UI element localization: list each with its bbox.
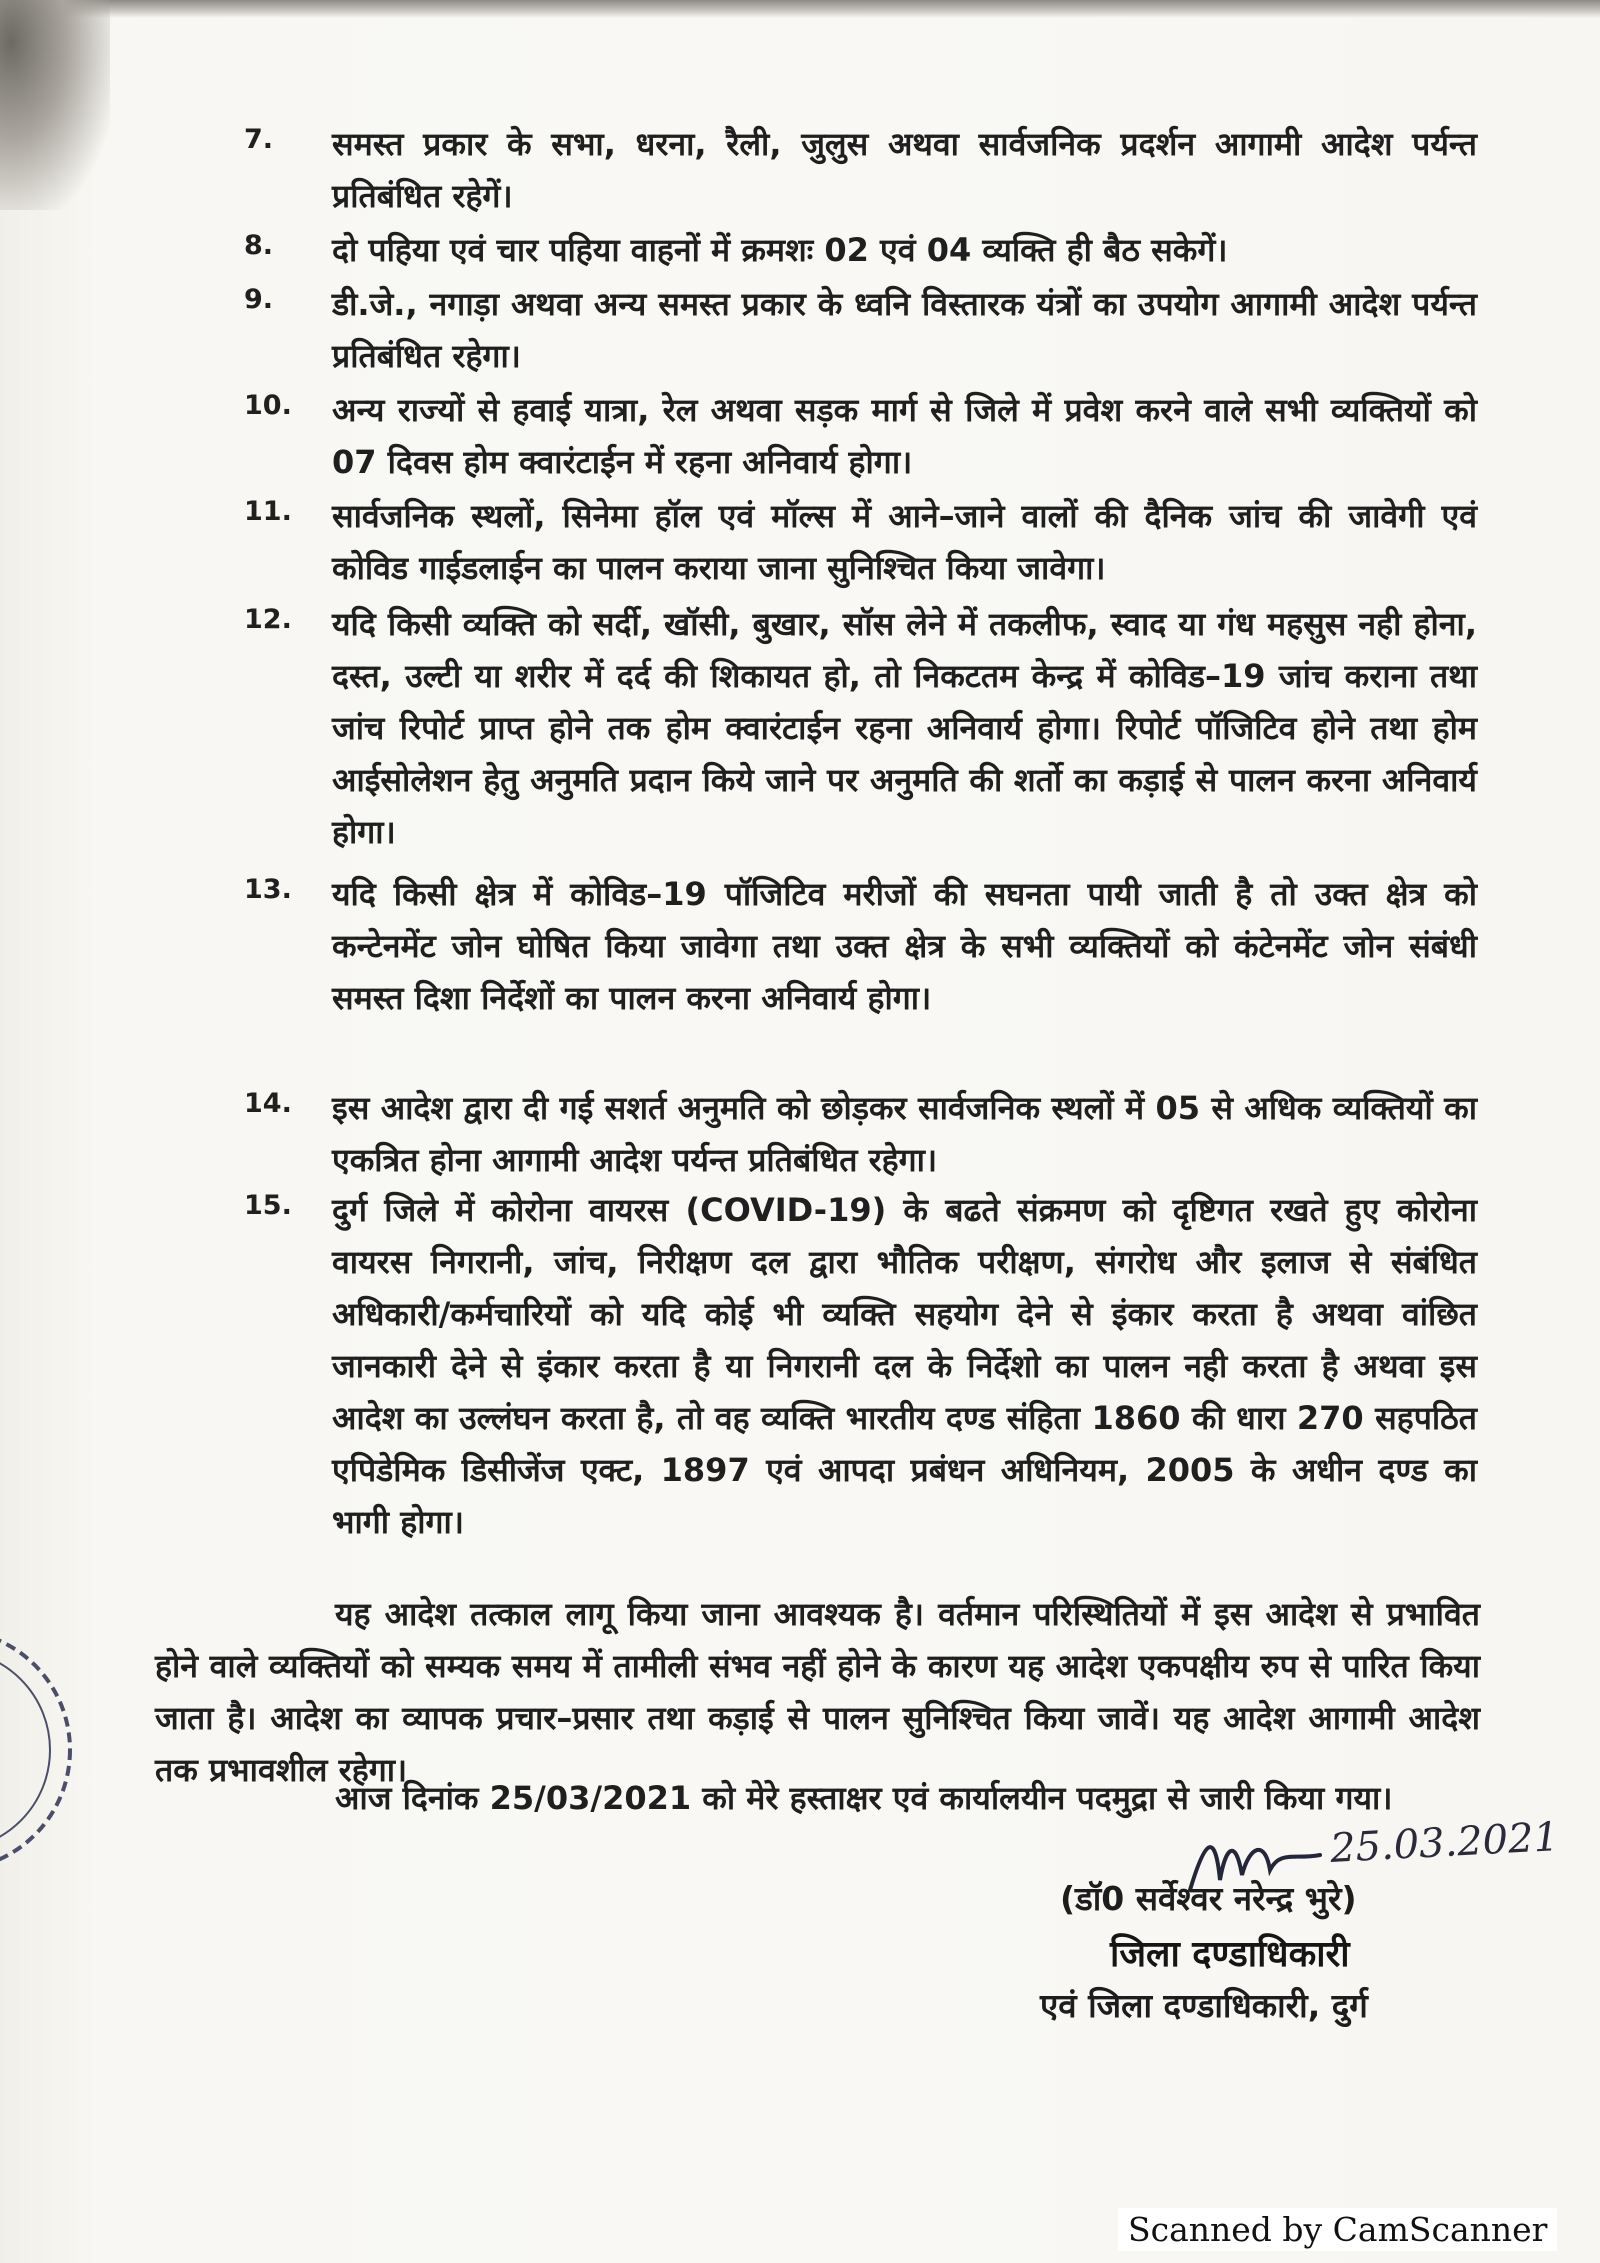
clause-number: 12. [244, 604, 292, 635]
scan-top-edge [0, 0, 1600, 18]
clause-number: 9. [244, 284, 274, 315]
closing-paragraph: यह आदेश तत्काल लागू किया जाना आवश्यक है। वर्तमान परिस्थितियों में इस आदेश से प्रभावित होने वाले व्यक्तियों को सम्यक समय में तामीली संभव नहीं होने के कारण यह आदेश एकपक्षीय रुप से पारित किया जाता है। आदेश का व्यापक प्रचार–प्रसार तथा कड़ाई से पालन सुनिश्चित किया जावें। यह आदेश आगामी आदेश तक प्रभावशील रहेगा। [155, 1595, 1481, 1789]
clause-number: 15. [244, 1190, 292, 1221]
clause-number: 11. [244, 496, 292, 527]
clause-text: अन्य राज्यों से हवाई यात्रा, रेल अथवा सड़क मार्ग से जिले में प्रवेश करने वाले सभी व्यक्तियों को 07 दिवस होम क्वारंटाईन में रहना अनिवार्य होगा। [332, 391, 1477, 481]
clause-text: समस्त प्रकार के सभा, धरना, रैली, जुलुस अथवा सार्वजनिक प्रदर्शन आगामी आदेश पर्यन्त प्रतिबंधित रहेगें। [332, 125, 1477, 215]
office-seal-stamp [0, 1600, 80, 1900]
scan-corner-shadow [0, 0, 110, 210]
clause-text: यदि किसी क्षेत्र में कोविड–19 पॉजिटिव मरीजों की सघनता पायी जाती है तो उक्त क्षेत्र को कन्टेनमेंट जोन घोषित किया जावेगा तथा उक्त क्षेत्र के सभी व्यक्तियों को कंटेनमेंट जोन संबंधी समस्त दिशा निर्देशों का पालन करना अनिवार्य होगा। [332, 875, 1477, 1017]
clause-number: 8. [244, 230, 274, 261]
clause-number: 14. [244, 1088, 292, 1119]
clause-text: यदि किसी व्यक्ति को सर्दी, खॉसी, बुखार, सॉस लेने में तकलीफ, स्वाद या गंध महसुस नही होना, दस्त, उल्टी या शरीर में दर्द की शिकायत हो, तो निकटतम केन्द्र में कोविड–19 जांच कराना तथा जांच रिपोर्ट प्राप्त होने तक होम क्वारंटाईन रहना अनिवार्य होगा। रिपोर्ट पॉजिटिव होने तथा होम आईसोलेशन हेतु अनुमति प्रदान किये जाने पर अनुमति की शर्तो का कड़ाई से पालन करना अनिवार्य होगा। [332, 605, 1477, 851]
clause-text: दो पहिया एवं चार पहिया वाहनों में क्रमशः 02 एवं 04 व्यक्ति ही बैठ सकेगें। [332, 231, 1228, 269]
scanner-watermark: Scanned by CamScanner [1118, 2208, 1557, 2251]
signatory-name: (डॉ0 सर्वेश्वर नरेन्द्र भुरे) [1060, 1879, 1357, 1918]
clause-number: 10. [244, 390, 292, 421]
signatory-title: जिला दण्डाधिकारी [1110, 1934, 1350, 1975]
clause-number: 13. [244, 874, 292, 905]
signatory-designation: एवं जिला दण्डाधिकारी, दुर्ग [1040, 1986, 1368, 2025]
clause-number: 7. [244, 124, 274, 155]
clause-text: सार्वजनिक स्थलों, सिनेमा हॉल एवं मॉल्स में आने–जाने वालों की दैनिक जांच की जावेगी एवं कोविड गाईडलाईन का पालन कराया जाना सुनिश्चित किया जावेगा। [332, 497, 1477, 587]
issue-date-paragraph: आज दिनांक 25/03/2021 को मेरे हस्ताक्षर एवं कार्यालयीन पदमुद्रा से जारी किया गया। [335, 1779, 1393, 1817]
clause-text: डी.जे., नगाड़ा अथवा अन्य समस्त प्रकार के ध्वनि विस्तारक यंत्रों का उपयोग आगामी आदेश पर्यन्त प्रतिबंधित रहेगा। [332, 285, 1477, 375]
clause-text: दुर्ग जिले में कोरोना वायरस (COVID-19) के बढते संक्रमण को दृष्टिगत रखते हुए कोरोना वायरस निगरानी, जांच, निरीक्षण दल द्वारा भौतिक परीक्षण, संगरोध और इलाज से संबंधित अधिकारी/कर्मचारियों को यदि कोई भी व्यक्ति सहयोग देने से इंकार करता है अथवा वांछित जानकारी देने से इंकार करता है या निगरानी दल के निर्देशो का पालन नही करता है अथवा इस आदेश का उल्लंघन करता है, तो वह व्यक्ति भारतीय दण्ड संहिता 1860 की धारा 270 सहपठित एपिडेमिक डिसीजेंज एक्ट, 1897 एवं आपदा प्रबंधन अधिनियम, 2005 के अधीन दण्ड का भागी होगा। [332, 1191, 1477, 1541]
signature-date: 25.03.2021 [1328, 1814, 1561, 1872]
clause-text: इस आदेश द्वारा दी गई सशर्त अनुमति को छोड़कर सार्वजनिक स्थलों में 05 से अधिक व्यक्तियों का एकत्रित होना आगामी आदेश पर्यन्त प्रतिबंधित रहेगा। [332, 1089, 1477, 1179]
